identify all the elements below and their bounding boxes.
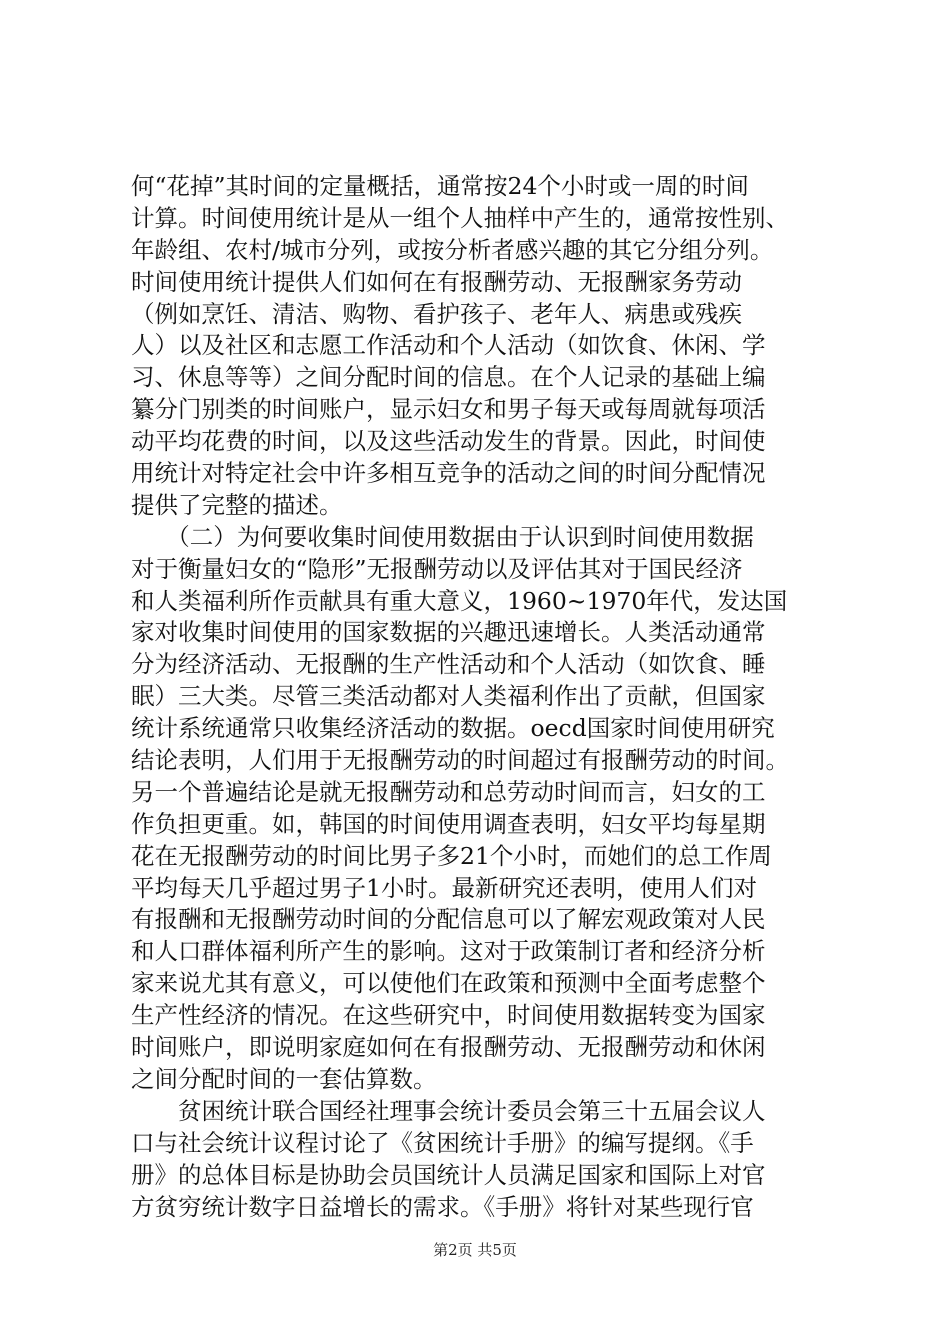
text-line: 何“花掉”其时间的定量概括，通常按24个小时或一周的时间	[131, 172, 749, 200]
text-line: 动平均花费的时间，以及这些活动发生的背景。因此，时间使	[131, 427, 766, 456]
text-line: 结论表明，人们用于无报酬劳动的时间超过有报酬劳动的时间。	[131, 746, 789, 775]
text-line: 眠）三大类。尽管三类活动都对人类福利作出了贡献，但国家	[131, 682, 766, 711]
text-line: 统计系统通常只收集经济活动的数据。oecd国家时间使用研究	[131, 714, 775, 743]
text-line: 方贫穷统计数字日益增长的需求。《手册》将针对某些现行官	[131, 1192, 754, 1221]
text-line: 花在无报酬劳动的时间比男子多21个小时，而她们的总工作周	[131, 841, 772, 870]
text-line: 家对收集时间使用的国家数据的兴趣迅速增长。人类活动通常	[131, 618, 766, 647]
text-line: 分为经济活动、无报酬的生产性活动和个人活动（如饮食、睡	[131, 650, 766, 679]
text-line: （二）为何要收集时间使用数据由于认识到时间使用数据	[131, 522, 754, 551]
text-line: 用统计对特定社会中许多相互竞争的活动之间的时间分配情况	[131, 459, 766, 488]
text-line: 习、休息等等）之间分配时间的信息。在个人记录的基础上编	[131, 363, 766, 392]
text-line: （例如烹饪、清洁、购物、看护孩子、老年人、病患或残疾	[131, 299, 742, 328]
text-line: 贫困统计联合国经社理事会统计委员会第三十五届会议人	[131, 1096, 766, 1125]
page-footer: 第2页 共5页	[433, 1241, 517, 1259]
text-line: 平均每天几乎超过男子1小时。最新研究还表明，使用人们对	[131, 873, 757, 902]
text-line: 册》的总体目标是协助会员国统计人员满足国家和国际上对官	[131, 1160, 766, 1189]
text-line: 纂分门别类的时间账户，显示妇女和男子每天或每周就每项活	[131, 395, 766, 424]
text-line: 作负担更重。如，韩国的时间使用调查表明，妇女平均每星期	[131, 809, 766, 838]
text-line: 另一个普遍结论是就无报酬劳动和总劳动时间而言，妇女的工	[131, 777, 766, 806]
text-line: 时间账户，即说明家庭如何在有报酬劳动、无报酬劳动和休闲	[131, 1033, 766, 1062]
text-line: 时间使用统计提供人们如何在有报酬劳动、无报酬家务劳动	[131, 267, 742, 296]
text-line: 口与社会统计议程讨论了《贫困统计手册》的编写提纲。《手	[131, 1128, 754, 1157]
text-line: 家来说尤其有意义，可以使他们在政策和预测中全面考虑整个	[131, 969, 766, 998]
text-line: 计算。时间使用统计是从一组个人抽样中产生的，通常按性别、	[131, 203, 789, 232]
text-line: 和人类福利所作贡献具有重大意义，1960~1970年代，发达国	[131, 586, 788, 615]
text-line: 有报酬和无报酬劳动时间的分配信息可以了解宏观政策对人民	[131, 905, 766, 934]
text-line: 提供了完整的描述。	[131, 490, 343, 519]
text-line: 之间分配时间的一套估算数。	[131, 1064, 437, 1093]
document-body	[131, 171, 831, 1223]
text-line: 生产性经济的情况。在这些研究中，时间使用数据转变为国家	[131, 1001, 766, 1030]
text-line: 年龄组、农村/城市分列，或按分析者感兴趣的其它分组分列。	[131, 235, 774, 264]
text-line: 人）以及社区和志愿工作活动和个人活动（如饮食、休闲、学	[131, 331, 766, 360]
text-line: 对于衡量妇女的“隐形”无报酬劳动以及评估其对于国民经济	[131, 554, 743, 583]
text-line: 和人口群体福利所产生的影响。这对于政策制订者和经济分析	[131, 937, 766, 966]
